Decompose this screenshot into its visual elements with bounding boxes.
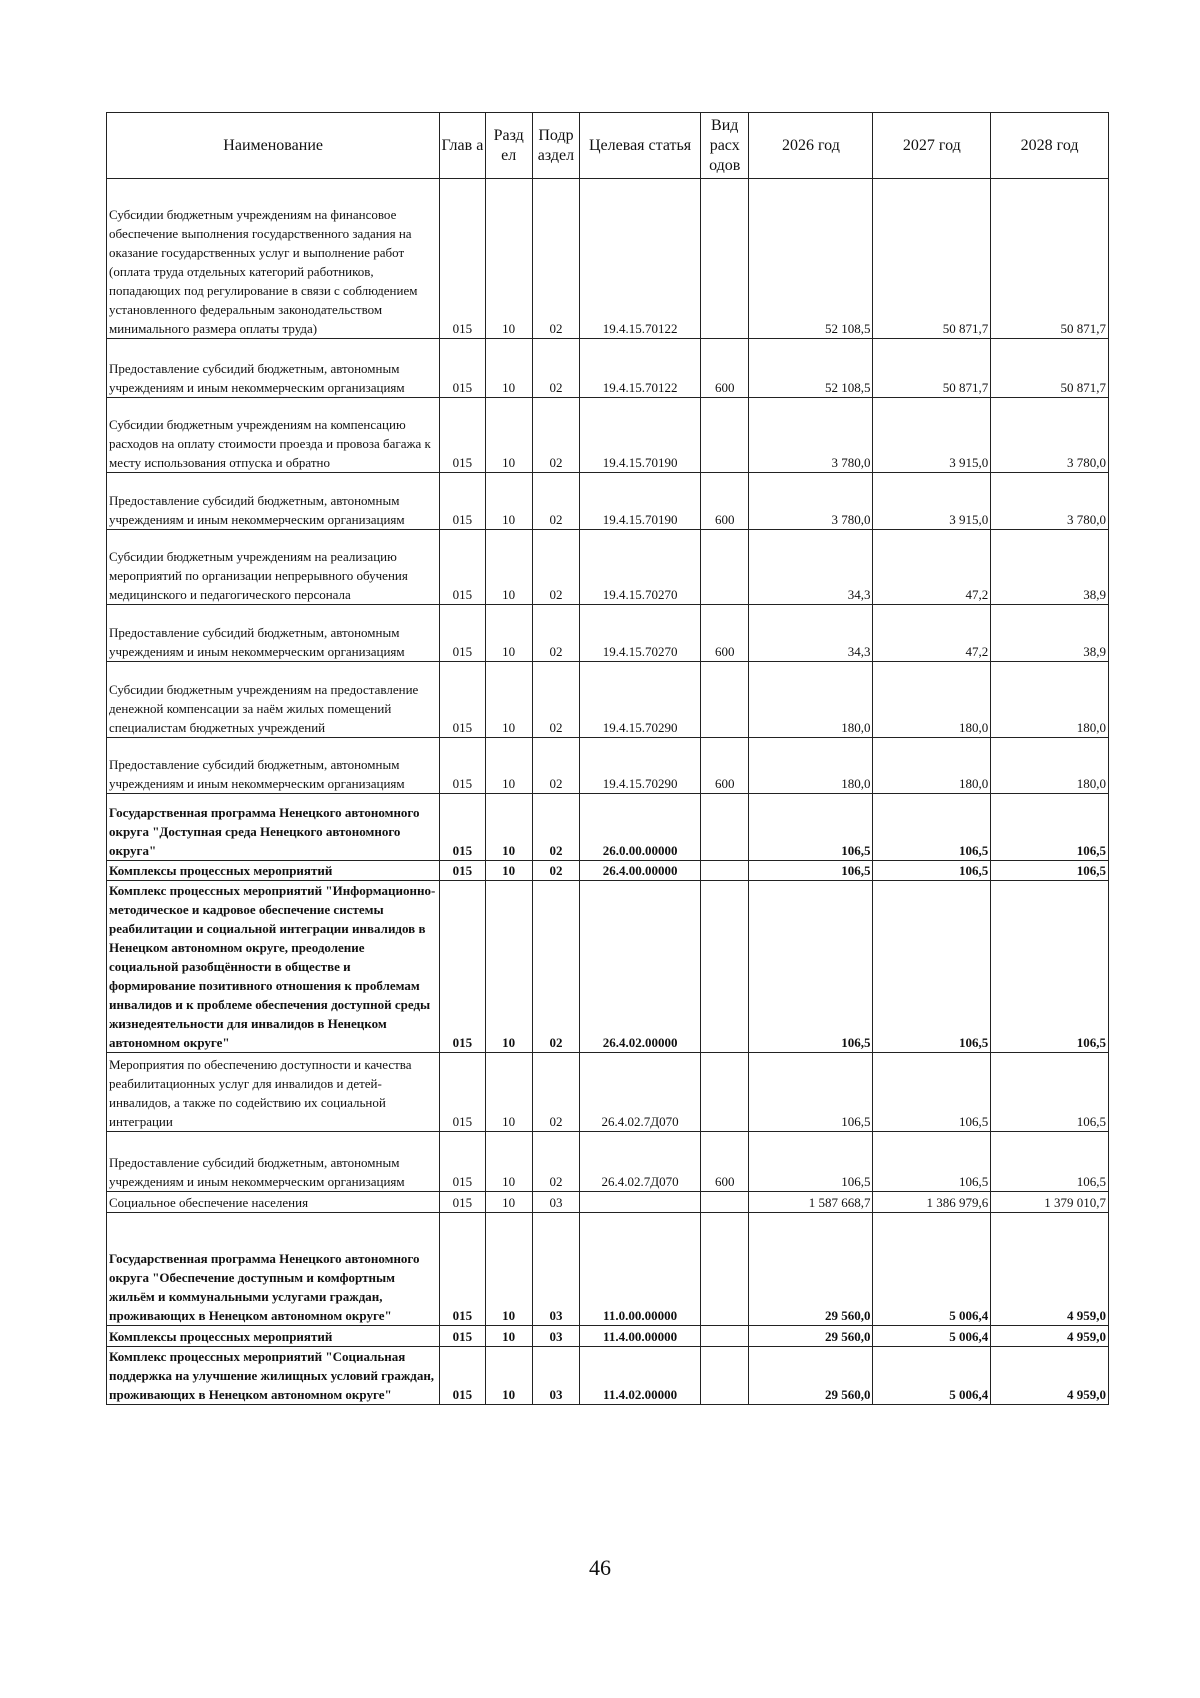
cell-y2027: 106,5 — [873, 881, 991, 1053]
cell-vid: 600 — [701, 1132, 749, 1192]
cell-celevaya: 19.4.15.70290 — [580, 738, 701, 794]
cell-y2028: 106,5 — [991, 881, 1109, 1053]
cell-y2027: 5 006,4 — [873, 1326, 991, 1347]
cell-y2026: 106,5 — [749, 1053, 873, 1132]
cell-razdel: 10 — [485, 398, 532, 473]
cell-name: Субсидии бюджетным учреждениям на финансовое обеспечение выполнения государственного задания на оказание государственных услуг и выполнение работ (оплата труда отдельных категорий работников, попадающих под регулирование в связи с соблюдением установленного федеральным законодательством минимального размера оплаты труда) — [107, 179, 440, 339]
cell-razdel: 10 — [485, 1132, 532, 1192]
cell-celevaya: 11.0.00.00000 — [580, 1213, 701, 1326]
cell-podrazdel: 03 — [532, 1326, 579, 1347]
cell-name: Предоставление субсидий бюджетным, автономным учреждениям и иным некоммерческим организациям — [107, 473, 440, 530]
cell-podrazdel: 03 — [532, 1192, 579, 1213]
cell-podrazdel: 02 — [532, 794, 579, 861]
header-2026: 2026 год — [749, 113, 873, 179]
cell-y2027: 180,0 — [873, 738, 991, 794]
table-row — [107, 530, 1109, 605]
cell-glava: 015 — [440, 1213, 485, 1326]
cell-y2027: 5 006,4 — [873, 1213, 991, 1326]
cell-name: Комплекс процессных мероприятий "Информационно-методическое и кадровое обеспечение системы реабилитации и социальной интеграции инвалидов в Ненецком автономном округе, преодоление социальной разобщённости в обществе и формирование позитивного отношения к проблемам инвалидов и к проблеме обеспечения доступной среды жизнедеятельности для инвалидов в Ненецком автономном округе" — [107, 881, 440, 1053]
cell-glava: 015 — [440, 794, 485, 861]
cell-y2026: 1 587 668,7 — [749, 1192, 873, 1213]
cell-podrazdel: 02 — [532, 398, 579, 473]
cell-y2027: 180,0 — [873, 662, 991, 738]
cell-podrazdel: 02 — [532, 738, 579, 794]
cell-podrazdel: 02 — [532, 339, 579, 398]
cell-y2028: 1 379 010,7 — [991, 1192, 1109, 1213]
cell-glava: 015 — [440, 473, 485, 530]
cell-name: Предоставление субсидий бюджетным, автономным учреждениям и иным некоммерческим организациям — [107, 1132, 440, 1192]
cell-y2028: 106,5 — [991, 861, 1109, 881]
cell-glava: 015 — [440, 861, 485, 881]
cell-razdel: 10 — [485, 339, 532, 398]
table-row — [107, 662, 1109, 738]
cell-y2027: 106,5 — [873, 794, 991, 861]
header-row — [107, 113, 1109, 179]
cell-y2027: 47,2 — [873, 530, 991, 605]
cell-vid: 600 — [701, 605, 749, 662]
table-row — [107, 881, 1109, 1053]
table-row — [107, 1053, 1109, 1132]
cell-y2027: 5 006,4 — [873, 1347, 991, 1405]
cell-y2028: 4 959,0 — [991, 1326, 1109, 1347]
table-row — [107, 339, 1109, 398]
cell-y2026: 106,5 — [749, 881, 873, 1053]
table-row — [107, 179, 1109, 339]
cell-razdel: 10 — [485, 530, 532, 605]
header-2027: 2027 год — [873, 113, 991, 179]
cell-y2026: 106,5 — [749, 794, 873, 861]
table-row — [107, 473, 1109, 530]
cell-name: Комплексы процессных мероприятий — [107, 861, 440, 881]
header-razdel: Разд ел — [485, 113, 532, 179]
cell-vid — [701, 1192, 749, 1213]
cell-razdel: 10 — [485, 179, 532, 339]
cell-podrazdel: 02 — [532, 881, 579, 1053]
header-celevaya: Целевая статья — [580, 113, 701, 179]
cell-vid — [701, 794, 749, 861]
cell-y2027: 106,5 — [873, 1132, 991, 1192]
cell-y2026: 180,0 — [749, 662, 873, 738]
cell-y2028: 106,5 — [991, 794, 1109, 861]
cell-glava: 015 — [440, 1132, 485, 1192]
table-row — [107, 1213, 1109, 1326]
cell-y2026: 29 560,0 — [749, 1326, 873, 1347]
budget-table — [106, 112, 1109, 1405]
cell-y2028: 180,0 — [991, 662, 1109, 738]
table-row — [107, 398, 1109, 473]
cell-vid — [701, 1326, 749, 1347]
cell-name: Государственная программа Ненецкого автономного округа "Доступная среда Ненецкого автономного округа" — [107, 794, 440, 861]
header-glava: Глав а — [440, 113, 485, 179]
cell-name: Мероприятия по обеспечению доступности и качества реабилитационных услуг для инвалидов и детей-инвалидов, а также по содействию их социальной интеграции — [107, 1053, 440, 1132]
cell-y2027: 106,5 — [873, 861, 991, 881]
cell-y2026: 52 108,5 — [749, 339, 873, 398]
cell-y2026: 34,3 — [749, 530, 873, 605]
cell-celevaya: 26.4.02.7Д070 — [580, 1132, 701, 1192]
table-row — [107, 1326, 1109, 1347]
cell-glava: 015 — [440, 605, 485, 662]
cell-name: Предоставление субсидий бюджетным, автономным учреждениям и иным некоммерческим организациям — [107, 605, 440, 662]
cell-podrazdel: 03 — [532, 1213, 579, 1326]
table-body — [107, 179, 1109, 1405]
cell-name: Субсидии бюджетным учреждениям на реализацию мероприятий по организации непрерывного обучения медицинского и педагогического персонала — [107, 530, 440, 605]
cell-name: Предоставление субсидий бюджетным, автономным учреждениям и иным некоммерческим организациям — [107, 339, 440, 398]
header-2028: 2028 год — [991, 113, 1109, 179]
table-row — [107, 1347, 1109, 1405]
cell-name: Комплекс процессных мероприятий "Социальная поддержка на улучшение жилищных условий граждан, проживающих в Ненецком автономном округе" — [107, 1347, 440, 1405]
cell-y2026: 180,0 — [749, 738, 873, 794]
cell-y2028: 38,9 — [991, 530, 1109, 605]
table-row — [107, 605, 1109, 662]
cell-celevaya: 19.4.15.70122 — [580, 179, 701, 339]
cell-podrazdel: 02 — [532, 179, 579, 339]
cell-glava: 015 — [440, 398, 485, 473]
cell-celevaya: 26.4.02.7Д070 — [580, 1053, 701, 1132]
cell-y2028: 3 780,0 — [991, 473, 1109, 530]
cell-celevaya: 11.4.00.00000 — [580, 1326, 701, 1347]
cell-y2026: 29 560,0 — [749, 1347, 873, 1405]
cell-name: Комплексы процессных мероприятий — [107, 1326, 440, 1347]
cell-podrazdel: 02 — [532, 473, 579, 530]
cell-name: Субсидии бюджетным учреждениям на предоставление денежной компенсации за наём жилых помещений специалистам бюджетных учреждений — [107, 662, 440, 738]
table-row — [107, 738, 1109, 794]
cell-celevaya: 19.4.15.70190 — [580, 398, 701, 473]
cell-y2026: 52 108,5 — [749, 179, 873, 339]
table-row — [107, 1192, 1109, 1213]
cell-glava: 015 — [440, 530, 485, 605]
cell-name: Субсидии бюджетным учреждениям на компенсацию расходов на оплату стоимости проезда и провоза багажа к месту использования отпуска и обратно — [107, 398, 440, 473]
cell-y2028: 106,5 — [991, 1132, 1109, 1192]
cell-y2028: 4 959,0 — [991, 1213, 1109, 1326]
cell-y2026: 106,5 — [749, 1132, 873, 1192]
cell-razdel: 10 — [485, 794, 532, 861]
cell-y2028: 50 871,7 — [991, 179, 1109, 339]
cell-y2026: 106,5 — [749, 861, 873, 881]
table-row — [107, 861, 1109, 881]
cell-vid — [701, 179, 749, 339]
cell-podrazdel: 02 — [532, 861, 579, 881]
cell-glava: 015 — [440, 1347, 485, 1405]
cell-celevaya: 11.4.02.00000 — [580, 1347, 701, 1405]
cell-y2027: 50 871,7 — [873, 339, 991, 398]
cell-celevaya — [580, 1192, 701, 1213]
cell-y2026: 34,3 — [749, 605, 873, 662]
cell-razdel: 10 — [485, 1326, 532, 1347]
cell-celevaya: 19.4.15.70190 — [580, 473, 701, 530]
cell-glava: 015 — [440, 662, 485, 738]
cell-glava: 015 — [440, 339, 485, 398]
cell-podrazdel: 02 — [532, 605, 579, 662]
cell-razdel: 10 — [485, 473, 532, 530]
cell-celevaya: 19.4.15.70290 — [580, 662, 701, 738]
cell-podrazdel: 02 — [532, 662, 579, 738]
cell-y2028: 50 871,7 — [991, 339, 1109, 398]
cell-y2028: 4 959,0 — [991, 1347, 1109, 1405]
cell-vid — [701, 530, 749, 605]
cell-celevaya: 26.4.00.00000 — [580, 861, 701, 881]
cell-glava: 015 — [440, 881, 485, 1053]
cell-y2026: 3 780,0 — [749, 398, 873, 473]
cell-razdel: 10 — [485, 861, 532, 881]
cell-vid: 600 — [701, 738, 749, 794]
cell-y2028: 38,9 — [991, 605, 1109, 662]
cell-y2027: 106,5 — [873, 1053, 991, 1132]
cell-name: Государственная программа Ненецкого автономного округа "Обеспечение доступным и комфортным жильём и коммунальными услугами граждан, проживающих в Ненецком автономном округе" — [107, 1213, 440, 1326]
cell-y2027: 47,2 — [873, 605, 991, 662]
cell-razdel: 10 — [485, 738, 532, 794]
cell-y2027: 3 915,0 — [873, 473, 991, 530]
cell-celevaya: 19.4.15.70270 — [580, 530, 701, 605]
cell-y2027: 3 915,0 — [873, 398, 991, 473]
cell-vid: 600 — [701, 473, 749, 530]
cell-glava: 015 — [440, 1053, 485, 1132]
cell-y2026: 29 560,0 — [749, 1213, 873, 1326]
cell-podrazdel: 02 — [532, 530, 579, 605]
table-row — [107, 1132, 1109, 1192]
header-podrazdel: Подр аздел — [532, 113, 579, 179]
cell-razdel: 10 — [485, 662, 532, 738]
cell-vid — [701, 861, 749, 881]
cell-glava: 015 — [440, 738, 485, 794]
cell-podrazdel: 02 — [532, 1053, 579, 1132]
cell-podrazdel: 03 — [532, 1347, 579, 1405]
cell-name: Предоставление субсидий бюджетным, автономным учреждениям и иным некоммерческим организациям — [107, 738, 440, 794]
cell-y2026: 3 780,0 — [749, 473, 873, 530]
cell-razdel: 10 — [485, 881, 532, 1053]
cell-vid — [701, 1347, 749, 1405]
cell-y2027: 1 386 979,6 — [873, 1192, 991, 1213]
cell-vid: 600 — [701, 339, 749, 398]
header-name: Наименование — [107, 113, 440, 179]
cell-glava: 015 — [440, 1326, 485, 1347]
cell-glava: 015 — [440, 179, 485, 339]
cell-podrazdel: 02 — [532, 1132, 579, 1192]
cell-razdel: 10 — [485, 1347, 532, 1405]
cell-celevaya: 26.0.00.00000 — [580, 794, 701, 861]
cell-vid — [701, 881, 749, 1053]
table-row — [107, 794, 1109, 861]
cell-vid — [701, 1213, 749, 1326]
cell-razdel: 10 — [485, 605, 532, 662]
cell-y2027: 50 871,7 — [873, 179, 991, 339]
cell-celevaya: 19.4.15.70122 — [580, 339, 701, 398]
cell-razdel: 10 — [485, 1213, 532, 1326]
cell-razdel: 10 — [485, 1192, 532, 1213]
cell-razdel: 10 — [485, 1053, 532, 1132]
cell-y2028: 106,5 — [991, 1053, 1109, 1132]
cell-name: Социальное обеспечение населения — [107, 1192, 440, 1213]
cell-celevaya: 19.4.15.70270 — [580, 605, 701, 662]
page-number: 46 — [589, 1555, 611, 1580]
header-vid: Вид расх одов — [701, 113, 749, 179]
cell-vid — [701, 398, 749, 473]
cell-glava: 015 — [440, 1192, 485, 1213]
cell-y2028: 180,0 — [991, 738, 1109, 794]
cell-vid — [701, 662, 749, 738]
cell-vid — [701, 1053, 749, 1132]
cell-celevaya: 26.4.02.00000 — [580, 881, 701, 1053]
cell-y2028: 3 780,0 — [991, 398, 1109, 473]
